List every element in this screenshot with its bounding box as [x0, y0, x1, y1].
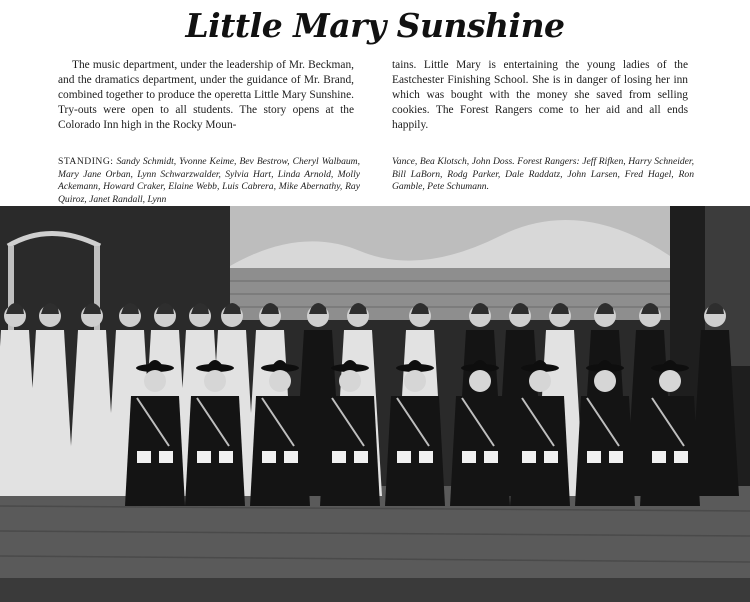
photo-caption-right — [392, 156, 694, 194]
article-paragraph-2: tains. Little Mary is entertaining the young ladies of the Eastchester Finishing School. She is in danger of losing her inn which was bought with the money she saved from selling cookies. The Forest Rangers come to her aid and all ends happily. — [392, 59, 688, 131]
photo-caption-left — [58, 156, 360, 206]
cast-photo-illustration — [0, 206, 750, 602]
article-paragraph-1: The music department, under the leadership of Mr. Beckman, and the dramatics department, under the guidance of Mr. Brand, combined together to produce the operetta Little Mary Sunshine. Try-outs were open to all students. The story opens at the Colorado Inn high in the Rocky Moun- — [58, 59, 354, 131]
caption-lead: STANDING: — [58, 156, 114, 167]
caption-names-part-1: Sandy Schmidt, Yvonne Keime, Bev Bestrow, Cheryl Walbaum, Mary Jane Orban, Lynn Schwarzwalder, Sylvia Hart, Linda Arnold, Molly Ackemann, Howard Craker, Elaine Webb, Luis Cabrera, Mike Abernathy, Ray Quiroz, Janet Randall, Lynn — [58, 156, 360, 205]
forest-rangers — [125, 360, 700, 506]
page-title: Little Mary Sunshine — [185, 6, 565, 45]
cast-photo — [0, 206, 750, 602]
article-column-left — [58, 58, 354, 133]
stage-apron — [0, 578, 750, 602]
caption-names-part-2: Vance, Bea Klotsch, John Doss. Forest Rangers: Jeff Rifken, Harry Schneider, Bill LaBorn, Rodg Parker, Dale Raddatz, John Larsen, Fred Hagel, Ron Gamble, Pete Schumann. — [392, 156, 694, 193]
article-column-right — [392, 58, 688, 133]
